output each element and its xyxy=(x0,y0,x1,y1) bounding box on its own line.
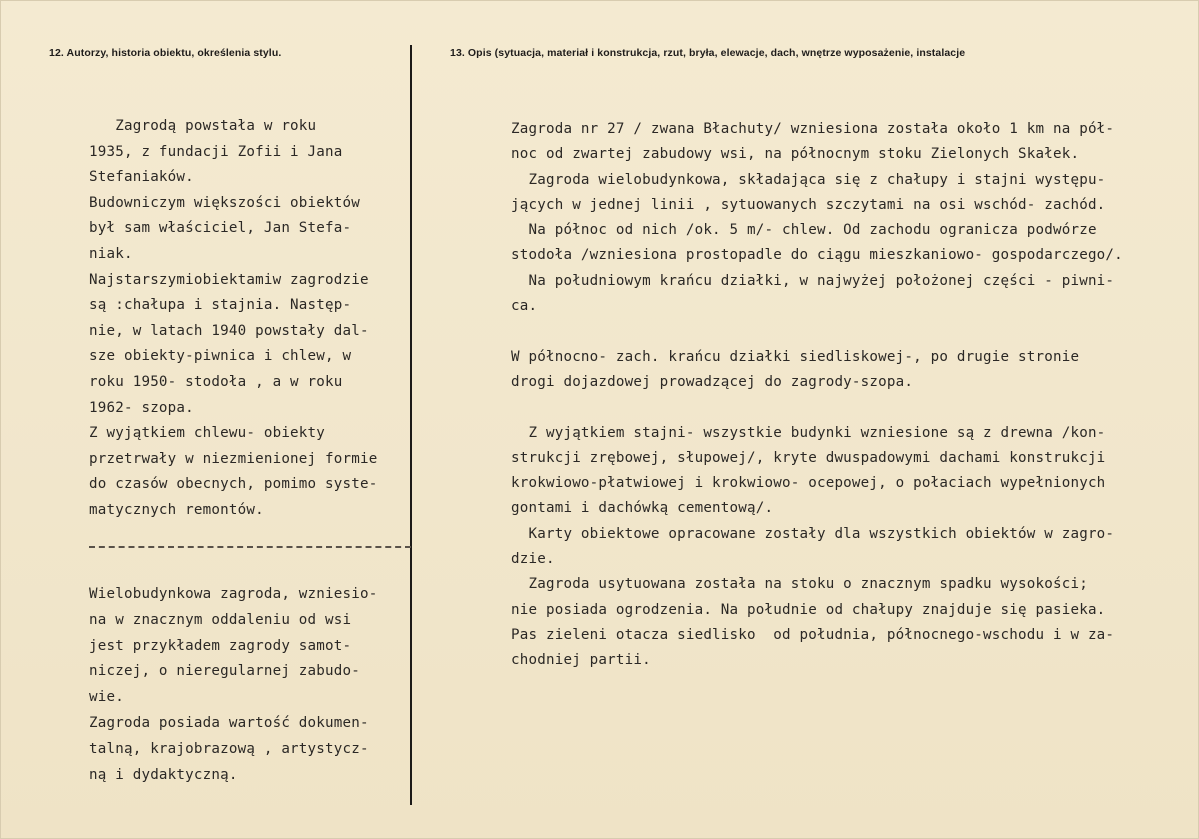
description-line: gontami i dachówką cementową/. xyxy=(511,500,774,517)
assessment-line: ną i dydaktyczną. xyxy=(89,766,238,783)
history-line: 1962- szopa. xyxy=(89,399,194,416)
description-line xyxy=(511,395,1123,420)
description-line: Zagroda wielobudynkowa, składająca się z chałupy i stajni występu- xyxy=(511,171,1106,188)
description-line: noc od zwartej zabudowy wsi, na północnym stoku Zielonych Skałek. xyxy=(511,146,1080,163)
description-line: Z wyjątkiem stajni- wszystkie budynki wzniesione są z drewna /kon- xyxy=(511,424,1106,441)
history-line: do czasów obecnych, pomimo syste- xyxy=(89,476,378,493)
assessment-line: jest przykładem zagrody samot- xyxy=(89,637,352,654)
dashed-separator xyxy=(89,546,411,548)
history-line: Z wyjątkiem chlewu- obiekty xyxy=(89,425,326,442)
description-text-block xyxy=(511,117,1123,674)
description-line: ca. xyxy=(511,298,538,315)
description-line: Na północ od nich /ok. 5 m/- chlew. Od zachodu ogranicza podwórze xyxy=(511,222,1097,239)
history-line: przetrwały w niezmienionej formie xyxy=(89,450,378,467)
description-line: Zagroda usytuowana została na stoku o znacznym spadku wysokości; xyxy=(511,576,1088,593)
history-line: są :chałupa i stajnia. Następ- xyxy=(89,297,352,314)
history-line: roku 1950- stodoła , a w roku xyxy=(89,373,343,390)
assessment-text-block xyxy=(89,582,377,788)
assessment-line: na w znacznym oddaleniu od wsi xyxy=(89,611,352,628)
description-line: nie posiada ogrodzenia. Na południe od chałupy znajduje się pasieka. xyxy=(511,601,1106,618)
description-line: strukcji zrębowej, słupowej/, kryte dwuspadowymi dachami konstrukcji xyxy=(511,449,1106,466)
column-divider xyxy=(410,45,412,805)
description-line: Pas zieleni otacza siedlisko od południa, północnego-wschodu i w za- xyxy=(511,626,1115,643)
assessment-line: Zagroda posiada wartość dokumen- xyxy=(89,714,369,731)
section-12-heading: 12. Autorzy, historia obiektu, określenia stylu. xyxy=(49,47,282,59)
history-text-block xyxy=(89,114,377,524)
description-line xyxy=(511,319,1123,344)
history-line: matycznych remontów. xyxy=(89,501,264,518)
history-line: sze obiekty-piwnica i chlew, w xyxy=(89,348,352,365)
section-13-heading: 13. Opis (sytuacja, materiał i konstrukcja, rzut, bryła, elewacje, dach, wnętrze wyposażenie, instalacje xyxy=(450,47,966,59)
history-line: Zagrodą powstała w roku xyxy=(89,118,317,134)
history-line: nie, w latach 1940 powstały dal- xyxy=(89,322,369,339)
description-line: Na południowym krańcu działki, w najwyżej położonej części - piwni- xyxy=(511,272,1115,289)
description-line: krokwiowo-płatwiowej i krokwiowo- ocepowej, o połaciach wypełnionych xyxy=(511,475,1106,492)
description-line: jących w jednej linii , sytuowanych szczytami na osi wschód- zachód. xyxy=(511,196,1106,213)
description-line: W północno- zach. krańcu działki siedliskowej-, po drugie stronie xyxy=(511,348,1080,365)
history-line: Najstarszymiobiektamiw zagrodzie xyxy=(89,271,369,288)
description-line: chodniej partii. xyxy=(511,652,651,669)
description-line: Karty obiektowe opracowane zostały dla wszystkich obiektów w zagro- xyxy=(511,525,1115,542)
history-line: był sam właściciel, Jan Stefa- xyxy=(89,220,352,237)
description-line: stodoła /wzniesiona prostopadle do ciągu mieszkaniowo- gospodarczego/. xyxy=(511,247,1123,264)
assessment-line: wie. xyxy=(89,689,124,706)
assessment-line: talną, krajobrazową , artystycz- xyxy=(89,740,369,757)
history-line: Budowniczym większości obiektów xyxy=(89,194,360,211)
description-line: Zagroda nr 27 / zwana Błachuty/ wzniesiona została około 1 km na pół- xyxy=(511,121,1115,137)
assessment-line: niczej, o nieregularnej zabudo- xyxy=(89,663,360,680)
description-line: drogi dojazdowej prowadzącej do zagrody-szopa. xyxy=(511,373,914,390)
history-line: Stefaniaków. xyxy=(89,169,194,186)
history-line: niak. xyxy=(89,245,133,262)
history-line: 1935, z fundacji Zofii i Jana xyxy=(89,143,343,160)
description-line: dzie. xyxy=(511,551,555,568)
assessment-line: Wielobudynkowa zagroda, wzniesio- xyxy=(89,586,378,602)
